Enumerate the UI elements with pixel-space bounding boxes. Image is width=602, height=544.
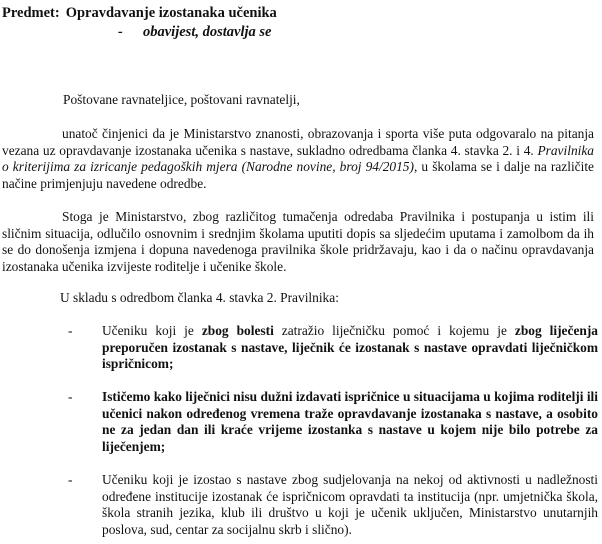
bullet1-bold-1: zbog bolesti xyxy=(201,323,274,338)
regulation-title: Pravilnika o kriterijima za izricanje pedagoških mjera (Narodne novine, broj 94/2015) xyxy=(2,142,594,174)
subject-label: Predmet: xyxy=(2,5,60,21)
subline-dash: - xyxy=(118,24,123,40)
bullet-marker: - xyxy=(68,323,73,338)
bullet-text: Učeniku koji je izostao s nastave zbog sudjelovanja na nekoj od aktivnosti u nadležnosti određene institucije izostanak će ispričnicom opravdati ta institucija (npr. umjetnička škola, škola stranih jezika, klub ili društvo u koji je učenik uključen, Ministarstvo unutarnjih poslova, sud, centar za socijalnu skrb i slično). xyxy=(102,472,598,537)
bullet-text xyxy=(102,323,598,373)
bullet-marker: - xyxy=(68,472,73,487)
bullet1-text-1: Učeniku koji je xyxy=(102,323,202,338)
paragraph-accordance: U skladu s odredbom članka 4. stavka 2. Pravilnika: xyxy=(60,290,339,305)
subject-text: Opravdavanje izostanaka učenika xyxy=(65,5,277,21)
paragraph-intro xyxy=(2,126,594,192)
greeting: Poštovane ravnateljice, poštovani ravnatelji, xyxy=(63,92,300,107)
list-item xyxy=(68,323,598,373)
bullet1-text-2: zatražio liječničku pomoć i kojemu je xyxy=(273,323,515,338)
para1-text-2: , u školama se i dalje na različite načine primjenjuju navedene odredbe. xyxy=(2,159,594,191)
list-item xyxy=(68,389,598,455)
para1-text-1: unatoč činjenici da je Ministarstvo znanosti, obrazovanja i sporta više puta odgovaralo na pitanja vezana uz opravdavanje izostanaka učenika s nastave, sukladno odredbama članka 4. stavka 2. i 4. xyxy=(2,126,594,158)
bullet1-bold-2: zbog liječenja preporučen izostanak s nastave, liječnik će izostanak s nastave opravdati liječničkom ispričnicom; xyxy=(102,323,598,371)
subject-subline xyxy=(118,24,271,41)
bullet-text: Ističemo kako liječnici nisu dužni izdavati ispričnice u situacijama u kojima roditelji ili učenici nakon određenog vremena traže opravdavanje izostanaka s nastave, a osobito ne za jedan dan ili kraće vrijeme izostanka s nastave u kojem nije bilo potrebe za liječenjem; xyxy=(102,389,598,454)
subline-text: obavijest, dostavlja se xyxy=(143,24,272,40)
list-item xyxy=(68,472,598,538)
subject-line xyxy=(2,5,277,22)
paragraph-instructions: Stoga je Ministarstvo, zbog različitog tumačenja odredaba Pravilnika i postupanja u istim ili sličnim situacija, odlučilo osnovnim i srednjim školama uputiti dopis sa sljedećim uputama i zamolbom da ih se do donošenja izmjena i dopuna navedenoga pravilnika škole pridržavaju, kao i da o načinu opravdavanja izostanaka učenika izvijeste roditelje i učenike škole. xyxy=(2,209,594,274)
bullet-marker: - xyxy=(68,389,73,404)
